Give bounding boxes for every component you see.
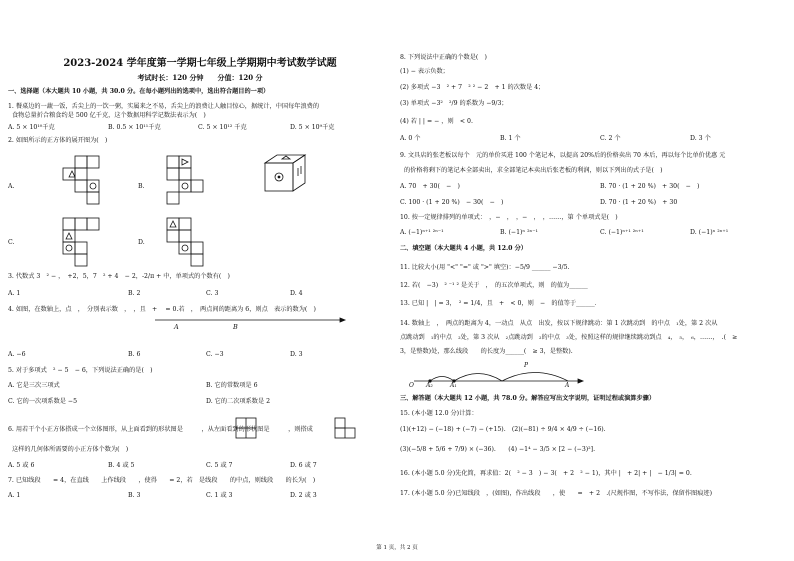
q14-label-a: A: [565, 382, 570, 389]
q7-stem: 7. 已知线段 = 4，在直线 上作线段 ，使得 = 2，若 是线段 的中点，则线段 的长为( ): [8, 477, 316, 484]
q2-option-a: A.: [8, 183, 15, 190]
q9-line2: 的价格将剩下的笔记本全部卖出，求全部笔记本卖出后张老板的利润，则以下列出的式子是( ): [404, 167, 663, 174]
q5-option-c: C. 它的一次项系数是 −5: [8, 398, 78, 405]
q1-option-c: C. 5 × 10¹² 千克: [198, 124, 247, 131]
q5-option-d: D. 它的二次项系数是 2: [206, 398, 271, 405]
q2-option-b: B.: [138, 183, 145, 190]
q8-item-4: (4) 若 | | = − ，则 < 0.: [400, 118, 473, 125]
q8-stem: 8. 下列说法中正确的个数是( ): [400, 54, 487, 61]
q14-label-p: P: [524, 362, 529, 369]
q15-items-1: (1)(+12) − (−18) + (−7) − (+15). (2)(−81) ÷ 9/4 × 4/9 ÷ (−16).: [400, 426, 606, 433]
q8-item-3: (3) 单项式 −3² ²/9 的系数为 −9/3；: [400, 100, 508, 107]
q8-option-b: B. 1 个: [500, 135, 521, 142]
q15-items-2: (3)(−5/8 + 5/6 + 7/9) × (−36). (4) −1⁴ − 3/5 × [2 − (−3)²].: [400, 446, 596, 453]
q17-stem: 17. (本小题 5.0 分)已知线段 ，(如图)，作出线段 ，使 = + 2 .(尺规作图，不写作法，保留作图痕迹): [400, 490, 712, 497]
q7-option-b: B. 3: [128, 492, 141, 499]
q6-option-c: C. 5 或 7: [206, 462, 233, 469]
q5-stem: 5. 对于多项式 ² − 5 − 6，下列说法正确的是( ): [8, 367, 153, 374]
q4-option-c: C. −3: [206, 351, 224, 358]
q1-option-a: A. 5 × 10¹⁰千克: [8, 124, 55, 131]
q14-label-o: O: [409, 382, 414, 389]
q6-option-d: D. 6 或 7: [290, 462, 317, 469]
q8-option-d: D. 3 个: [690, 135, 711, 142]
q14-label-a2: A₂: [426, 382, 433, 389]
q3-option-b: B. 2: [128, 290, 141, 297]
q7-option-a: A. 1: [8, 492, 21, 499]
q1-line1: 1. 餐桌边的一蔬一饭，舌尖上的一饮一粥，实属来之不易，舌尖上的浪费让人触目惊心，据统计，中国每年浪费的: [8, 103, 320, 110]
q14-line3: 3，是整数)处，那么线段 的长度为______( ≥ 3，是整数).: [400, 348, 573, 355]
q4-stem: 4. 如图，在数轴上，点 ， 分别表示数 ， ，且 + = 0.若 ， 两点间的距离为 6，则点 表示的数为( ): [8, 306, 316, 313]
q9-option-a: A. 70 + 30( − ): [400, 183, 460, 190]
section-fill-heading: 二、填空题（本大题共 4 小题，共 12.0 分）: [400, 245, 527, 252]
q8-item-2: (2) 多项式 −3 ² + 7 ² ² − 2 + 1 的次数是 4；: [400, 84, 545, 91]
q13-stem: 13. 已知 | | = 3， ² = 1/4，且 + < 0，则 − 的值等于______．: [400, 300, 601, 307]
q8-option-a: A. 0 个: [400, 135, 421, 142]
q7-option-c: C. 1 或 3: [206, 492, 233, 499]
q6-line1: 6. 用若干个小正方体搭成一个立体图形，从上面看到的形状图是 ，从左面看到的形状图是 ，则搭成: [8, 426, 313, 433]
q1-option-b: B. 0.5 × 10¹¹千克: [108, 124, 161, 131]
q8-option-c: C. 2 个: [600, 135, 621, 142]
q6-line2: 这样的几何体所需要的小正方体个数为( ): [12, 446, 129, 453]
q3-option-a: A. 1: [8, 290, 21, 297]
q3-option-d: D. 4: [290, 290, 303, 297]
q9-option-b: B. 70 · (1 + 20 %) + 30( − ): [600, 183, 700, 190]
q7-option-d: D. 2 或 3: [290, 492, 317, 499]
q10-option-b: B. (−1)ⁿ ²ⁿ⁻¹: [500, 229, 538, 236]
q14-label-a1: A₁: [450, 382, 457, 389]
q2-stem: 2. 如图所示的正方体的展开图为( ): [8, 137, 108, 144]
q10-option-c: C. (−1)ⁿ⁺¹ ²ⁿ⁺¹: [600, 229, 644, 236]
exam-meta: 考试时长：120 分钟 分值：120 分: [137, 73, 263, 82]
q8-item-1: (1) − 表示负数；: [400, 68, 449, 75]
q10-stem: 10. 按一定规律排列的单项式： ，− ， ，− ， ，……，第 个单项式是( ): [400, 214, 618, 221]
q12-stem: 12. 若( −3) ² ⁻¹ ² 是关于 ， 的五次单项式，则 的值为______: [400, 282, 588, 289]
q4-label-b: B: [233, 323, 238, 331]
q9-option-c: C. 100 · (1 + 20 %) − 30( − ): [400, 199, 504, 206]
q16-stem: 16. (本小题 5.0 分)先化简，再求值：2( ² − 3 ) − 3( + 2 ² − 1)，其中 | + 2| + | − 1/3| = 0.: [400, 470, 692, 477]
q3-option-c: C. 3: [206, 290, 219, 297]
page-title: 2023-2024 学年度第一学期七年级上学期期中考试数学试题: [63, 58, 337, 69]
q10-option-a: A. (−1)ⁿ⁺¹ ²ⁿ⁻¹: [400, 229, 444, 236]
q6-option-a: A. 5 或 6: [8, 462, 35, 469]
q5-option-b: B. 它的常数项是 6: [206, 382, 258, 389]
q5-option-a: A. 它是三次三项式: [8, 382, 60, 389]
q4-option-a: A. −6: [8, 351, 26, 358]
section-choice-heading: 一、选择题（本大题共 10 小题，共 30.0 分。在每小题列出的选项中，选出符合题目的一项）: [8, 88, 270, 95]
q11-stem: 11. 比较大小(用 "<" "=" 或 ">" 填空)：−5/9 ______ −3/5.: [400, 264, 570, 271]
q2-option-d: D.: [138, 239, 145, 246]
q6-option-b: B. 4 或 5: [108, 462, 135, 469]
q4-label-a: A: [174, 323, 179, 331]
q15-stem: 15. (本小题 12.0 分)计算：: [400, 410, 478, 417]
q14-line1: 14. 数轴上 ， 两点的距离为 4，一动点 从点 出发，按以下规律跳动：第 1 次跳动到 的中点 ₁处，第 2 次从: [400, 320, 718, 327]
q4-option-b: B. 6: [128, 351, 141, 358]
q9-line1: 9. 文具店的张老板以每个 元的单价买进 100 个笔记本，以提高 20%后的价格卖出 70 本后，再以每个比单价优惠 元: [400, 152, 726, 159]
q3-stem: 3. 代数式 3 ² − ， +2，5，7 ² + 4 − 2，-2/π + 中，单项式的个数有( ): [8, 273, 230, 280]
q14-line2: 点跳动到 ₁的中点 ₂处，第 3 次从 ₂点跳动到 ₂的中点 ₃处，按照这样的规律继续跳动到点 ₄， ₅， ₆，……， .( ≥: [400, 334, 738, 341]
section-answer-heading: 三、解答题（本大题共 12 小题，共 78.0 分。解答应写出文字说明，证明过程或演算步骤）: [400, 395, 656, 402]
q9-option-d: D. 70 · (1 + 20 %) + 30: [600, 199, 678, 206]
q1-option-d: D. 5 × 10⁹千克: [290, 124, 335, 131]
page-footer: 第 1 页，共 2 页: [376, 545, 418, 551]
q2-option-c: C.: [8, 239, 15, 246]
q10-option-d: D. (−1)ⁿ ²ⁿ⁺¹: [690, 229, 729, 236]
q4-option-d: D. 3: [290, 351, 303, 358]
q1-line2: 食物总量折合粮食约是 500 亿千克，这个数据用科学记数法表示为( ): [12, 112, 206, 119]
